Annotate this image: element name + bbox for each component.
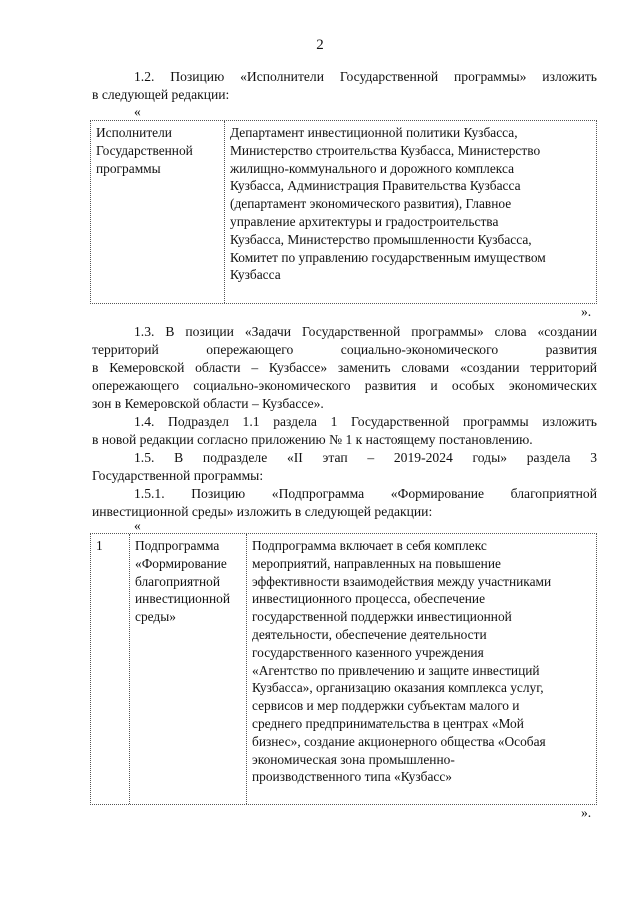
paragraph-line: в Кемеровской области – Кузбассе» заменить словами «создании территорий — [92, 360, 597, 375]
table-cell-line: сервисов и мер поддержки субъектам малого и — [252, 698, 520, 714]
table-cell-line: благоприятной — [135, 573, 221, 589]
table-cell-line: Кузбасса, Министерство промышленности Кузбасса, — [230, 231, 532, 247]
paragraph-1-5 — [92, 449, 597, 485]
paragraph-line: в новой редакции согласно приложению № 1 к настоящему постановлению. — [92, 432, 533, 447]
table-cell-line: Департамент инвестиционной политики Кузбасса, — [230, 125, 518, 140]
paragraph-line: 1.5.1. Позицию «Подпрограмма «Формирование благоприятной — [134, 486, 597, 501]
table-cell-line: среды» — [135, 609, 176, 625]
table-cell-line: мероприятий, направленных на повышение — [252, 555, 501, 571]
subprogram-table — [90, 533, 597, 805]
paragraph-line: 1.5. В подразделе «II этап – 2019-2024 годы» раздела 3 — [134, 450, 597, 465]
open-quote: « — [134, 518, 141, 533]
table-cell-line: Комитет по управлению государственным имуществом — [230, 249, 546, 265]
table-cell-line: 1 — [96, 538, 103, 553]
subprogram-name-cell — [129, 534, 247, 804]
table-cell-line: среднего предпринимательства в центрах «Мой — [252, 715, 524, 731]
table-cell-line: Кузбасса», организацию оказания комплекса услуг, — [252, 680, 544, 696]
executors-value-cell — [224, 121, 596, 303]
table-cell-line: инвестиционного процесса, обеспечение — [252, 591, 486, 607]
table-cell-line: эффективности взаимодействия между участниками — [252, 573, 552, 589]
paragraph-1-5-1 — [92, 485, 597, 521]
table-cell-line: бизнес», создание акционерного общества «Особая — [252, 733, 546, 749]
close-quote: ». — [581, 805, 592, 820]
paragraph-line: 1.2. Позицию «Исполнители Государственной программы» изложить — [134, 69, 597, 84]
executors-table — [90, 120, 597, 304]
close-quote: ». — [581, 304, 592, 319]
table-cell-line: Исполнители — [96, 125, 172, 140]
table-cell-line: управление архитектуры и градостроительства — [230, 213, 499, 229]
table-cell-line: Подпрограмма включает в себя комплекс — [252, 538, 487, 553]
paragraph-line: в следующей редакции: — [92, 87, 230, 102]
table-cell-line: государственной поддержки инвестиционной — [252, 609, 512, 625]
paragraph-1-4 — [92, 413, 597, 449]
table-cell-line: экономическая зона промышленно- — [252, 751, 455, 767]
table-cell-line: «Агентство по привлечению и защите инвестиций — [252, 662, 540, 678]
subprogram-description-cell — [246, 534, 596, 804]
executors-label-cell — [91, 121, 224, 303]
table-cell-line: «Формирование — [135, 555, 227, 571]
table-cell-line: деятельности, обеспечение деятельности — [252, 626, 487, 642]
paragraph-1-2 — [92, 68, 597, 104]
table-cell-line: Кузбасса, Администрация Правительства Кузбасса — [230, 178, 521, 194]
paragraph-line: инвестиционной среды» изложить в следующей редакции: — [92, 504, 433, 519]
table-cell-line: Государственной — [96, 142, 193, 158]
paragraph-line: 1.4. Подраздел 1.1 раздела 1 Государственной программы изложить — [134, 414, 597, 429]
paragraph-line: территорий опережающего социально-экономического развития — [92, 342, 597, 357]
table-cell-line: государственного казенного учреждения — [252, 644, 484, 660]
subprogram-number-cell — [91, 534, 129, 804]
paragraph-line: 1.3. В позиции «Задачи Государственной программы» слова «создании — [134, 324, 597, 339]
table-cell-line: Министерство строительства Кузбасса, Министерство — [230, 142, 541, 158]
paragraph-line: опережающего социально-экономического развития и особых экономических — [92, 378, 597, 393]
table-cell-line: жилищно-коммунального и дорожного комплекса — [230, 160, 515, 176]
paragraph-line: зон в Кемеровской области – Кузбассе». — [92, 396, 324, 411]
paragraph-line: Государственной программы: — [92, 468, 264, 483]
table-cell-line: Подпрограмма — [135, 538, 220, 553]
table-cell-line: инвестиционной — [135, 591, 231, 607]
open-quote: « — [134, 104, 141, 119]
table-cell-line: производственного типа «Кузбасс» — [252, 769, 452, 785]
table-cell-line: (департамент экономического развития), Главное — [230, 196, 512, 212]
table-cell-line: программы — [96, 160, 161, 176]
paragraph-1-3 — [92, 323, 597, 413]
table-cell-line: Кузбасса — [230, 267, 281, 283]
page-number: 2 — [316, 37, 324, 53]
